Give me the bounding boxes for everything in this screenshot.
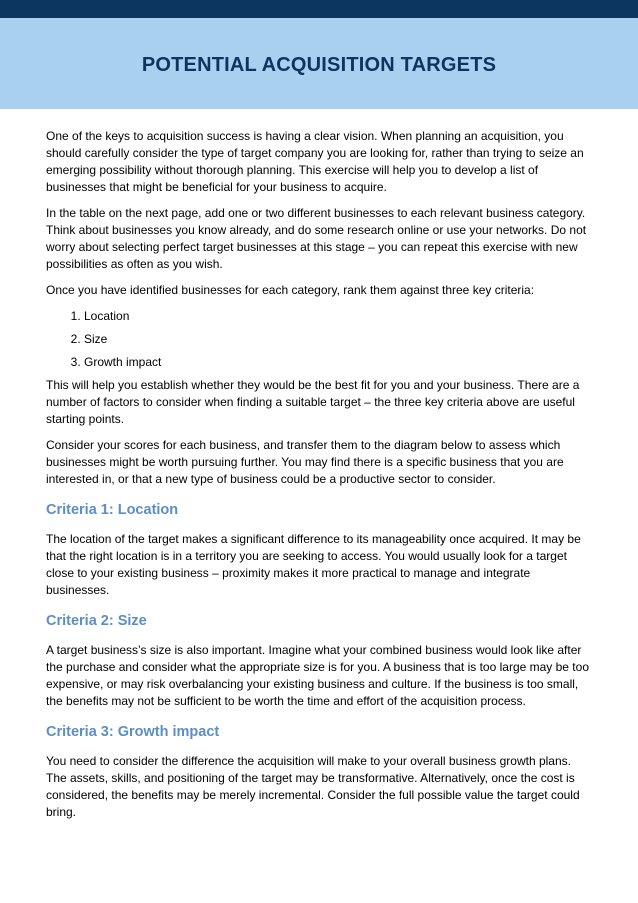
intro-paragraph-4: This will help you establish whether they would be the best fit for you and your business. There are a number of factors to consider when finding a suitable target – the three key criteria above are useful starting points. — [46, 378, 580, 426]
list-item: 3. Growth impact — [84, 354, 594, 371]
section-heading-growth-impact: Criteria 3: Growth impact — [46, 724, 220, 740]
list-item: 2. Size — [84, 331, 594, 348]
section-body-size: A target business’s size is also important. Imagine what your combined business would look like after the purchase and consider what the appropriate size is for you. A business that is too large may be too expensive, or may risk overbalancing your existing business and culture. If the business is too small, the benefits may not be sufficient to be worth the time and effort of the acquisition process. — [46, 643, 589, 708]
page-title: POTENTIAL ACQUISITION TARGETS — [141, 54, 497, 76]
section-heading-size: Criteria 2: Size — [46, 613, 147, 629]
criteria-list — [46, 308, 594, 371]
intro-paragraph-1: One of the keys to acquisition success is having a clear vision. When planning an acquisition, you should carefully consider the type of target company you are looking for, rather than trying to seize an emerging possibility without thorough planning. This exercise will help you to develop a list of businesses that might be beneficial for your business to acquire. — [46, 129, 584, 194]
document-body — [46, 128, 594, 830]
section-heading-location: Criteria 1: Location — [46, 502, 179, 518]
intro-paragraph-2: In the table on the next page, add one or two different businesses to each relevant business category. Think about businesses you know already, and do some research online or use your networks. Do not worry about selecting perfect target businesses at this stage – you can repeat this exercise with new possibilities as often as you wish. — [46, 206, 587, 271]
intro-paragraph-3: Once you have identified businesses for each category, rank them against three key criteria: — [46, 283, 535, 297]
top-color-bar — [0, 0, 638, 18]
section-body-location: The location of the target makes a significant difference to its manageability once acquired. It may be that the right location is in a territory you are seeking to access. You would usually look for a target close to your existing business – proximity makes it more practical to manage and integrate businesses. — [46, 532, 581, 597]
intro-paragraph-5: Consider your scores for each business, and transfer them to the diagram below to assess which businesses might be worth pursuing further. You may find there is a specific business that you are interested in, or that a new type of business could be a productive sector to consider. — [46, 438, 564, 486]
section-body-growth-impact: You need to consider the difference the acquisition will make to your overall business growth plans. The assets, skills, and positioning of the target may be transformative. Alternatively, once the cost is considered, the benefits may be merely incremental. Consider the full possible value the target could bring. — [46, 754, 580, 819]
list-item: 1. Location — [84, 308, 594, 325]
